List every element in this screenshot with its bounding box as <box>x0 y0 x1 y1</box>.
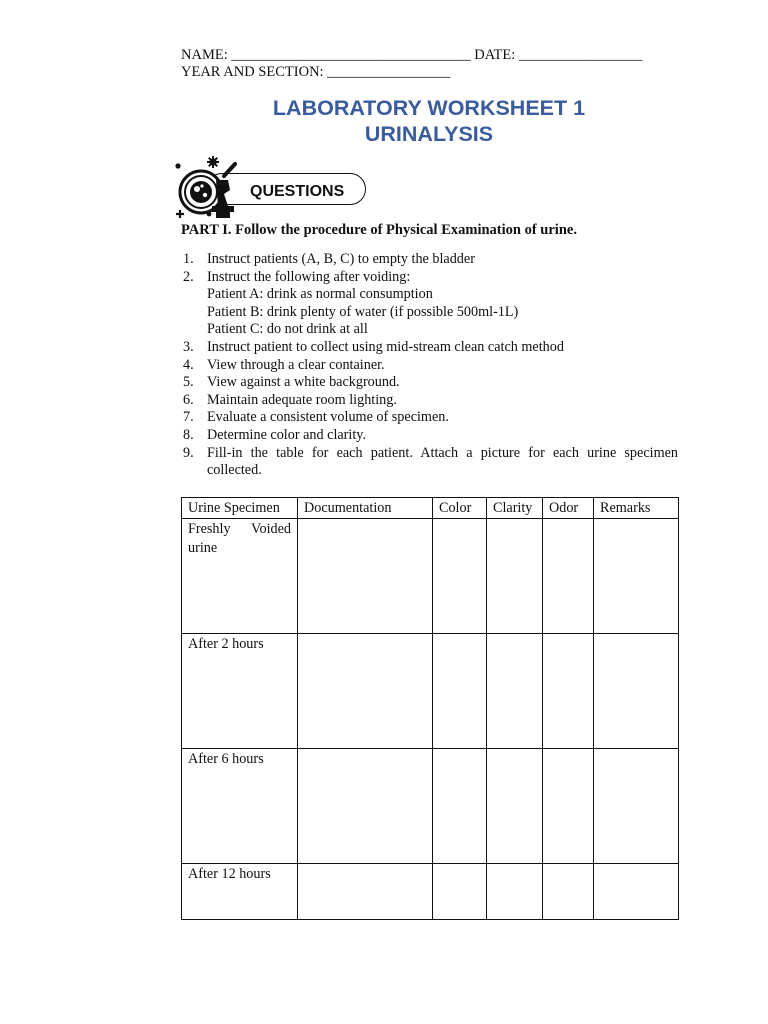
questions-badge <box>172 154 372 222</box>
questions-label: QUESTIONS <box>250 183 345 200</box>
odor-cell[interactable] <box>543 519 594 634</box>
color-cell[interactable] <box>433 749 487 864</box>
clarity-cell[interactable] <box>487 864 543 920</box>
results-table <box>181 497 679 920</box>
patient-c-instruction: Patient C: do not drink at all <box>207 321 368 338</box>
worksheet-title: LABORATORY WORKSHEET 1 <box>272 96 586 120</box>
header-documentation: Documentation <box>298 498 433 519</box>
header-odor: Odor <box>543 498 594 519</box>
clarity-cell[interactable] <box>487 634 543 749</box>
list-item: 1. Instruct patients (A, B, C) to empty the bladder <box>183 251 475 267</box>
year-section-line: YEAR AND SECTION: _________________ <box>181 64 451 80</box>
odor-cell[interactable] <box>543 864 594 920</box>
odor-cell[interactable] <box>543 634 594 749</box>
documentation-cell[interactable] <box>298 634 433 749</box>
list-item: 9. Fill-in the table for each patient. Attach a picture for each urine specimen collected. <box>183 444 678 479</box>
documentation-cell[interactable] <box>298 749 433 864</box>
list-item: 4. View through a clear container. <box>183 356 385 373</box>
table-row <box>182 519 679 634</box>
clarity-cell[interactable] <box>487 519 543 634</box>
procedure-steps <box>181 251 678 480</box>
table-row <box>182 864 679 920</box>
header-remarks: Remarks <box>594 498 679 519</box>
name-date-line: NAME: _________________________________ DATE: _________________ <box>181 47 643 63</box>
documentation-cell[interactable] <box>298 519 433 634</box>
part1-heading: PART I. Follow the procedure of Physical Examination of urine. <box>181 222 577 238</box>
remarks-cell[interactable] <box>594 749 679 864</box>
header-urine-specimen: Urine Specimen <box>182 498 298 519</box>
patient-b-instruction: Patient B: drink plenty of water (if possible 500ml-1L) <box>207 303 519 320</box>
list-item: 8. Determine color and clarity. <box>183 426 367 443</box>
specimen-cell: After 2 hours <box>182 634 298 749</box>
patient-a-instruction: Patient A: drink as normal consumption <box>207 286 433 303</box>
list-item: 2. Instruct the following after voiding: Patient A: drink as normal consumption Patient B: drink plenty of water (if possible 500ml-1L) Patient C: do not drink at all <box>181 269 678 339</box>
color-cell[interactable] <box>433 864 487 920</box>
table-row <box>182 634 679 749</box>
specimen-cell: After 12 hours <box>182 864 298 920</box>
specimen-cell: Freshly Voided urine <box>182 519 298 634</box>
table-header-row <box>182 498 679 519</box>
color-cell[interactable] <box>433 634 487 749</box>
worksheet-subtitle: URINALYSIS <box>364 122 494 146</box>
header-color: Color <box>433 498 487 519</box>
odor-cell[interactable] <box>543 749 594 864</box>
header-clarity: Clarity <box>487 498 543 519</box>
table-row <box>182 749 679 864</box>
documentation-cell[interactable] <box>298 864 433 920</box>
remarks-cell[interactable] <box>594 519 679 634</box>
list-item: 3. Instruct patient to collect using mid-stream clean catch method <box>183 338 564 355</box>
list-item: 6. Maintain adequate room lighting. <box>183 391 397 408</box>
list-item: 5. View against a white background. <box>183 374 400 391</box>
color-cell[interactable] <box>433 519 487 634</box>
remarks-cell[interactable] <box>594 634 679 749</box>
clarity-cell[interactable] <box>487 749 543 864</box>
remarks-cell[interactable] <box>594 864 679 920</box>
scientist-microscope-icon <box>172 154 242 222</box>
list-item: 7. Evaluate a consistent volume of specimen. <box>183 409 449 426</box>
specimen-cell: After 6 hours <box>182 749 298 864</box>
